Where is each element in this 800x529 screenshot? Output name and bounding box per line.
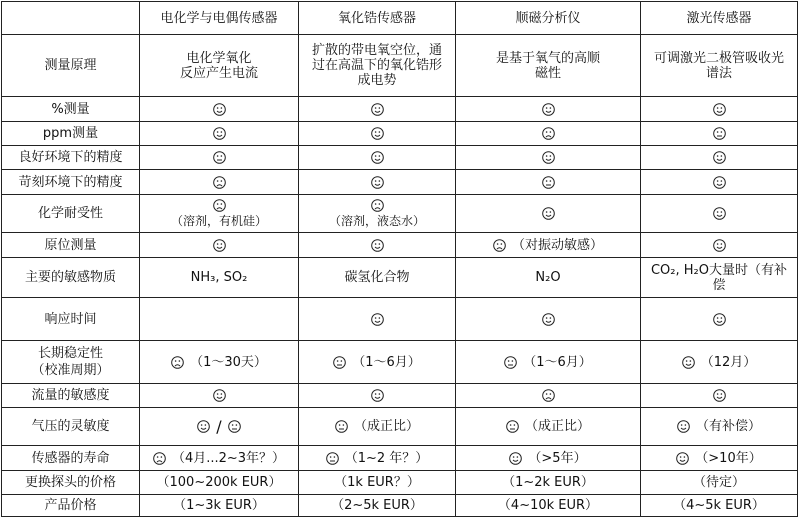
cell-text-line: 反应产生电流 — [179, 65, 258, 81]
row-label — [2, 195, 140, 233]
cell-text: （1k EUR？） — [334, 475, 420, 490]
cell-note: （对振动敏感） — [511, 237, 603, 253]
cell-text-line: 过在高温下的氧化锆形 — [311, 58, 442, 73]
table-cell — [299, 35, 456, 97]
happy-face-icon — [677, 420, 690, 433]
cell-text-line: 谱法 — [705, 65, 732, 81]
row-label-text: 传感器的寿命 — [31, 450, 110, 466]
row-label — [2, 233, 140, 258]
happy-face-icon — [371, 239, 384, 252]
separator: / — [216, 417, 222, 436]
table-cell — [299, 408, 456, 446]
table-cell — [140, 170, 299, 195]
cell-text-line: 偿 — [712, 277, 726, 293]
table-cell — [299, 471, 456, 495]
happy-face-icon — [713, 103, 726, 116]
row-label-line: 长期稳定性 — [37, 346, 103, 361]
table-cell — [641, 35, 798, 97]
happy-face-icon — [713, 207, 726, 220]
happy-face-icon — [213, 389, 226, 402]
happy-face-icon — [542, 151, 555, 164]
cell-text: NH₃, SO₂ — [190, 270, 248, 285]
cell-note: （成正比） — [353, 419, 419, 434]
table-cell — [140, 408, 299, 446]
happy-face-icon — [542, 103, 555, 116]
row-label-text: 化学耐受性 — [37, 206, 103, 221]
table-cell — [140, 258, 299, 298]
row-label-text: 产品价格 — [44, 498, 97, 513]
table-cell — [140, 97, 299, 122]
table-cell — [140, 35, 299, 97]
happy-face-icon — [371, 176, 384, 189]
table-cell — [456, 258, 641, 298]
header-row — [2, 2, 798, 35]
happy-face-icon — [713, 239, 726, 252]
table-row — [2, 195, 798, 233]
happy-face-icon — [676, 452, 689, 465]
table-cell — [299, 298, 456, 341]
table-cell — [456, 341, 641, 384]
happy-face-icon — [371, 103, 384, 116]
table-row — [2, 471, 798, 495]
table-cell — [641, 170, 798, 195]
corner-cell — [2, 2, 140, 35]
table-cell — [641, 495, 798, 517]
table-cell — [299, 258, 456, 298]
neutral-face-icon — [333, 356, 346, 369]
cell-text: （1~3k EUR） — [173, 498, 265, 513]
table-cell — [641, 384, 798, 408]
table-cell — [299, 170, 456, 195]
row-label — [2, 122, 140, 146]
cell-note: （1～6月） — [523, 354, 592, 370]
table-cell — [140, 341, 299, 384]
happy-face-icon — [371, 151, 384, 164]
table-cell — [140, 146, 299, 170]
cell-note: （>5年） — [528, 450, 587, 466]
neutral-face-icon — [542, 176, 555, 189]
row-label-text: ppm测量 — [42, 126, 99, 141]
table-cell — [456, 195, 641, 233]
neutral-face-icon — [213, 151, 226, 164]
table-cell — [641, 341, 798, 384]
happy-face-icon — [213, 127, 226, 140]
cell-note: （1~2 年？） — [344, 450, 429, 466]
table-cell — [641, 233, 798, 258]
table-cell — [140, 233, 299, 258]
table-cell — [456, 35, 641, 97]
table-cell — [456, 170, 641, 195]
row-label — [2, 35, 140, 97]
sad-face-icon — [213, 199, 226, 212]
happy-face-icon — [713, 313, 726, 326]
table-row — [2, 446, 798, 471]
table-cell — [641, 122, 798, 146]
happy-face-icon — [542, 207, 555, 220]
table-cell — [299, 495, 456, 517]
sad-face-icon — [171, 356, 184, 369]
table-cell — [299, 146, 456, 170]
row-label — [2, 341, 140, 384]
column-header — [140, 2, 299, 35]
cell-note: （成正比） — [524, 419, 590, 434]
cell-note: （有补偿） — [695, 419, 761, 434]
table-cell — [299, 341, 456, 384]
cell-text: （2~5k EUR） — [331, 498, 423, 513]
sad-face-icon — [371, 199, 384, 212]
happy-face-icon — [371, 127, 384, 140]
neutral-face-icon — [506, 420, 519, 433]
column-header-label: 氧化锆传感器 — [337, 10, 416, 26]
sad-face-icon — [153, 452, 166, 465]
column-header-label: 电化学与电偶传感器 — [160, 10, 278, 26]
row-label — [2, 258, 140, 298]
table-cell — [299, 97, 456, 122]
table-cell — [140, 495, 299, 517]
cell-text: （待定） — [692, 475, 745, 490]
cell-text: （100~200k EUR） — [156, 475, 282, 490]
row-label-text: 流量的敏感度 — [31, 388, 110, 403]
table-cell — [456, 471, 641, 495]
table-cell — [456, 408, 641, 446]
table-cell — [140, 195, 299, 233]
table-row — [2, 408, 798, 446]
column-header — [299, 2, 456, 35]
row-label-text: 测量原理 — [44, 58, 97, 73]
table-cell — [140, 122, 299, 146]
row-label — [2, 495, 140, 517]
cell-text: 碳氢化合物 — [344, 270, 410, 285]
cell-text-line: 磁性 — [534, 65, 561, 81]
table-cell — [641, 298, 798, 341]
row-label — [2, 97, 140, 122]
cell-note: （溶剂，液态水） — [328, 213, 425, 228]
table-row — [2, 341, 798, 384]
cell-text-line: 成电势 — [357, 73, 397, 88]
neutral-face-icon — [335, 420, 348, 433]
row-label-text: 响应时间 — [44, 311, 97, 327]
cell-note: （1～6月） — [352, 354, 421, 370]
table-row — [2, 233, 798, 258]
table-cell — [299, 446, 456, 471]
cell-note: （4月...2~3年？） — [171, 450, 286, 466]
table-cell — [456, 446, 641, 471]
sad-face-icon — [493, 239, 506, 252]
table-row — [2, 258, 798, 298]
table-cell — [456, 495, 641, 517]
table-cell — [456, 298, 641, 341]
table-cell — [641, 97, 798, 122]
row-label-text: 更换探头的价格 — [24, 475, 116, 490]
comparison-table — [1, 1, 798, 517]
row-label-text: %测量 — [51, 101, 90, 117]
happy-face-icon — [197, 420, 210, 433]
neutral-face-icon — [713, 127, 726, 140]
table-cell — [299, 233, 456, 258]
cell-text: （1~2k EUR） — [502, 475, 594, 490]
row-label — [2, 170, 140, 195]
row-label-text: 原位测量 — [44, 237, 97, 253]
table-cell — [456, 97, 641, 122]
table-row — [2, 122, 798, 146]
row-label — [2, 408, 140, 446]
happy-face-icon — [713, 389, 726, 402]
table-row — [2, 495, 798, 517]
table-cell — [299, 384, 456, 408]
table-row — [2, 170, 798, 195]
table-cell — [299, 195, 456, 233]
happy-face-icon — [713, 176, 726, 189]
table-cell — [456, 146, 641, 170]
neutral-face-icon — [504, 356, 517, 369]
neutral-face-icon — [326, 452, 339, 465]
table-cell — [140, 471, 299, 495]
cell-text: （4~5k EUR） — [673, 498, 765, 513]
row-label — [2, 446, 140, 471]
cell-note: （溶剂，有机硅） — [170, 213, 267, 228]
cell-text-line: 可调激光二极管吸收光 — [653, 50, 784, 66]
cell-text-line: 是基于氧气的高顺 — [495, 50, 600, 66]
table-cell — [456, 122, 641, 146]
table-row — [2, 35, 798, 97]
cell-note: （1～30天） — [190, 354, 267, 370]
table-cell — [641, 471, 798, 495]
sad-face-icon — [213, 176, 226, 189]
column-header-label: 激光传感器 — [686, 10, 752, 26]
table-cell — [140, 446, 299, 471]
row-label — [2, 146, 140, 170]
cell-note: （>10年） — [695, 450, 762, 466]
row-label-text: 气压的灵敏度 — [31, 419, 110, 434]
table-cell — [140, 384, 299, 408]
table-cell — [456, 384, 641, 408]
happy-face-icon — [213, 239, 226, 252]
table-cell — [456, 233, 641, 258]
table-row — [2, 146, 798, 170]
table-row — [2, 298, 798, 341]
table-cell — [641, 258, 798, 298]
happy-face-icon — [371, 389, 384, 402]
cell-note: （12月） — [700, 354, 757, 370]
happy-face-icon — [542, 313, 555, 326]
cell-text-line: 电化学氧化 — [186, 50, 252, 66]
happy-face-icon — [713, 151, 726, 164]
table-cell — [641, 195, 798, 233]
sad-face-icon — [542, 127, 555, 140]
column-header — [456, 2, 641, 35]
cell-text: （4~10k EUR） — [497, 498, 599, 513]
table-cell — [641, 408, 798, 446]
table-cell — [140, 298, 299, 341]
sad-face-icon — [542, 389, 555, 402]
happy-face-icon — [371, 313, 384, 326]
cell-text-line: CO₂, H₂O大量时（有补 — [650, 262, 787, 278]
happy-face-icon — [682, 356, 695, 369]
cell-text-line: 扩散的带电氧空位，通 — [311, 43, 442, 58]
happy-face-icon — [509, 452, 522, 465]
row-label — [2, 471, 140, 495]
row-label — [2, 384, 140, 408]
neutral-face-icon — [228, 420, 241, 433]
table-row — [2, 384, 798, 408]
row-label-line: （校准周期） — [31, 363, 110, 378]
row-label — [2, 298, 140, 341]
table-row — [2, 97, 798, 122]
column-header-label: 顺磁分析仪 — [515, 10, 581, 26]
table-cell — [641, 446, 798, 471]
happy-face-icon — [213, 103, 226, 116]
cell-text: N₂O — [535, 270, 561, 285]
row-label-text: 主要的敏感物质 — [24, 270, 116, 285]
table-cell — [299, 122, 456, 146]
column-header — [641, 2, 798, 35]
row-label-text: 良好环境下的精度 — [18, 150, 123, 165]
table-cell — [641, 146, 798, 170]
row-label-text: 苛刻环境下的精度 — [18, 174, 123, 190]
